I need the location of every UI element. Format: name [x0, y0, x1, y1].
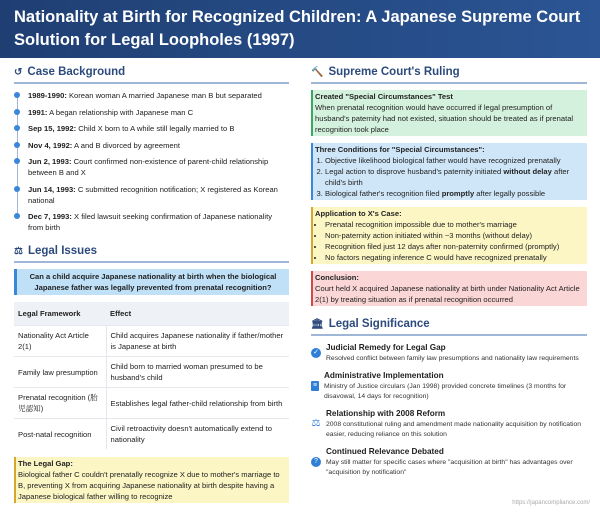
- history-icon: ↺: [14, 66, 23, 78]
- conditions-box: [311, 143, 587, 200]
- application-box: [311, 207, 587, 264]
- event-text: Child X born to A while still legally married to B: [76, 124, 235, 133]
- table-row: [14, 326, 289, 357]
- item-text: May still matter for specific cases where "acquisition at birth" has advantages over "acquisition by notification": [326, 459, 573, 476]
- scales-icon: ⚖: [14, 245, 23, 257]
- box-text: Court held X acquired Japanese nationality at birth under Nationality Act Article 2(1) by treating situation as if prenatal recognition occurred: [315, 284, 580, 304]
- question-circle-icon: ?: [311, 457, 321, 467]
- event-date: Sep 15, 1992:: [28, 124, 77, 133]
- significance-item: [311, 446, 587, 478]
- gavel-icon: 🔨: [311, 66, 324, 78]
- box-text: Biological father C couldn't prenatally recognize X due to mother's marriage to B, preventing X from acquiring Japanese nationality at birth despite having a Japanese biological father willing to recognize: [18, 470, 280, 501]
- event-date: Jun 14, 1993:: [28, 184, 76, 194]
- application-item: • Prenatal recognition impossible due to mother's marriage: [325, 219, 585, 230]
- timeline-event: [28, 123, 289, 134]
- cell: Civil retroactivity doesn't automatically extend to nationality: [106, 419, 289, 450]
- cell: Child born to married woman presumed to be husband's child: [106, 357, 289, 388]
- condition-item: 1. Objective likelihood biological father would have recognized prenatally: [325, 155, 585, 166]
- cell: Child acquires Japanese nationality if father/mother is Japanese at birth: [106, 326, 289, 357]
- condition-item: 3. Biological father's recognition filed promptly after legally possible: [325, 188, 585, 199]
- conclusion-box: [311, 271, 587, 306]
- event-date: Jun 2, 1993:: [28, 157, 72, 166]
- box-title: Created "Special Circumstances" Test: [315, 92, 453, 101]
- event-text: X filed lawsuit seeking confirmation of Japanese nationality from birth: [28, 212, 272, 232]
- cell: Prenatal recognition (胎児認知): [14, 388, 106, 419]
- heading-text: Legal Significance: [328, 318, 430, 330]
- page-title: Nationality at Birth for Recognized Children: A Japanese Supreme Court Solution for Legal Loopholes (1997): [0, 0, 600, 58]
- legal-framework-table: [14, 302, 289, 449]
- event-text: A began relationship with Japanese man C: [47, 107, 194, 117]
- timeline-event: [28, 90, 289, 101]
- cell: Post-natal recognition: [14, 419, 106, 450]
- bank-icon: 🏛: [311, 318, 324, 330]
- significance-item: [311, 408, 587, 440]
- footer-url: https://japancompliance.com/: [512, 500, 590, 506]
- application-item: • Non-paternity action initiated within ~3 months (without delay): [325, 230, 585, 241]
- box-text: When prenatal recognition would have occurred if legal presumption of husband's paternity had not existed, situation should be treated as if prenatal recognition took place: [315, 103, 574, 134]
- legal-issues-heading: [14, 245, 289, 263]
- item-text: 2008 constitutional ruling and amendment made nationality acquisition by notification easier, reducing reliance on this solution: [326, 421, 582, 438]
- event-date: 1989-1990:: [28, 91, 67, 100]
- timeline-event: [28, 140, 289, 151]
- box-title: The Legal Gap:: [18, 459, 73, 468]
- case-background-heading: [14, 66, 289, 84]
- condition-item: 2. Legal action to disprove husband's paternity initiated without delay after child's birth: [325, 166, 585, 188]
- column-header: Effect: [106, 302, 289, 326]
- test-box: [311, 90, 587, 136]
- item-text: Ministry of Justice circulars (Jan 1998) provided concrete timelines (3 months for disavowal, 14 days for recognition): [324, 383, 567, 400]
- ruling-heading: [311, 66, 587, 84]
- box-title: Three Conditions for "Special Circumstances":: [315, 145, 485, 154]
- event-date: 1991:: [28, 107, 48, 117]
- heading-text: Case Background: [27, 66, 126, 78]
- event-text: C submitted recognition notification; X registered as Korean national: [28, 184, 278, 205]
- event-date: Dec 7, 1993:: [28, 212, 72, 221]
- item-title: Judicial Remedy for Legal Gap: [326, 343, 446, 352]
- box-title: Conclusion:: [315, 273, 359, 282]
- scales-icon: ⚖: [311, 418, 321, 429]
- legal-question: Can a child acquire Japanese nationality at birth when the biological Japanese father was legally prevented from prenatal recognition?: [14, 269, 289, 295]
- timeline-event: [28, 184, 289, 206]
- application-item: • Recognition filed just 12 days after non-paternity confirmed (promptly): [325, 241, 585, 252]
- box-title: Application to X's Case:: [315, 209, 402, 218]
- significance-heading: [311, 318, 587, 336]
- document-icon: ≡: [312, 382, 318, 389]
- table-row: [14, 419, 289, 450]
- timeline: [14, 90, 289, 233]
- cell: Nationality Act Article 2(1): [14, 326, 106, 357]
- significance-item: [311, 342, 587, 364]
- event-text: A and B divorced by agreement: [72, 140, 180, 150]
- cell: Family law presumption: [14, 357, 106, 388]
- item-title: Continued Relevance Debated: [326, 447, 444, 456]
- legal-gap-box: [14, 457, 289, 503]
- item-title: Relationship with 2008 Reform: [326, 409, 446, 418]
- significance-item: [311, 370, 587, 402]
- heading-text: Supreme Court's Ruling: [328, 66, 460, 78]
- cell: Establishes legal father-child relationship from birth: [106, 388, 289, 419]
- timeline-event: [28, 107, 289, 118]
- application-item: • No factors negating inference C would have recognized prenatally: [325, 252, 585, 263]
- timeline-event: [28, 211, 289, 233]
- event-text: Korean woman A married Japanese man B but separated: [66, 91, 262, 100]
- check-circle-icon: ✓: [311, 348, 321, 358]
- item-title: Administrative Implementation: [324, 371, 444, 380]
- event-text: Court confirmed non-existence of parent-child relationship between B and X: [28, 157, 269, 177]
- heading-text: Legal Issues: [27, 245, 98, 257]
- table-row: [14, 357, 289, 388]
- timeline-event: [28, 156, 289, 178]
- column-header: Legal Framework: [14, 302, 106, 326]
- event-date: Nov 4, 1992:: [28, 140, 73, 150]
- item-text: Resolved conflict between family law presumptions and nationality law requirements: [326, 355, 579, 362]
- table-row: [14, 388, 289, 419]
